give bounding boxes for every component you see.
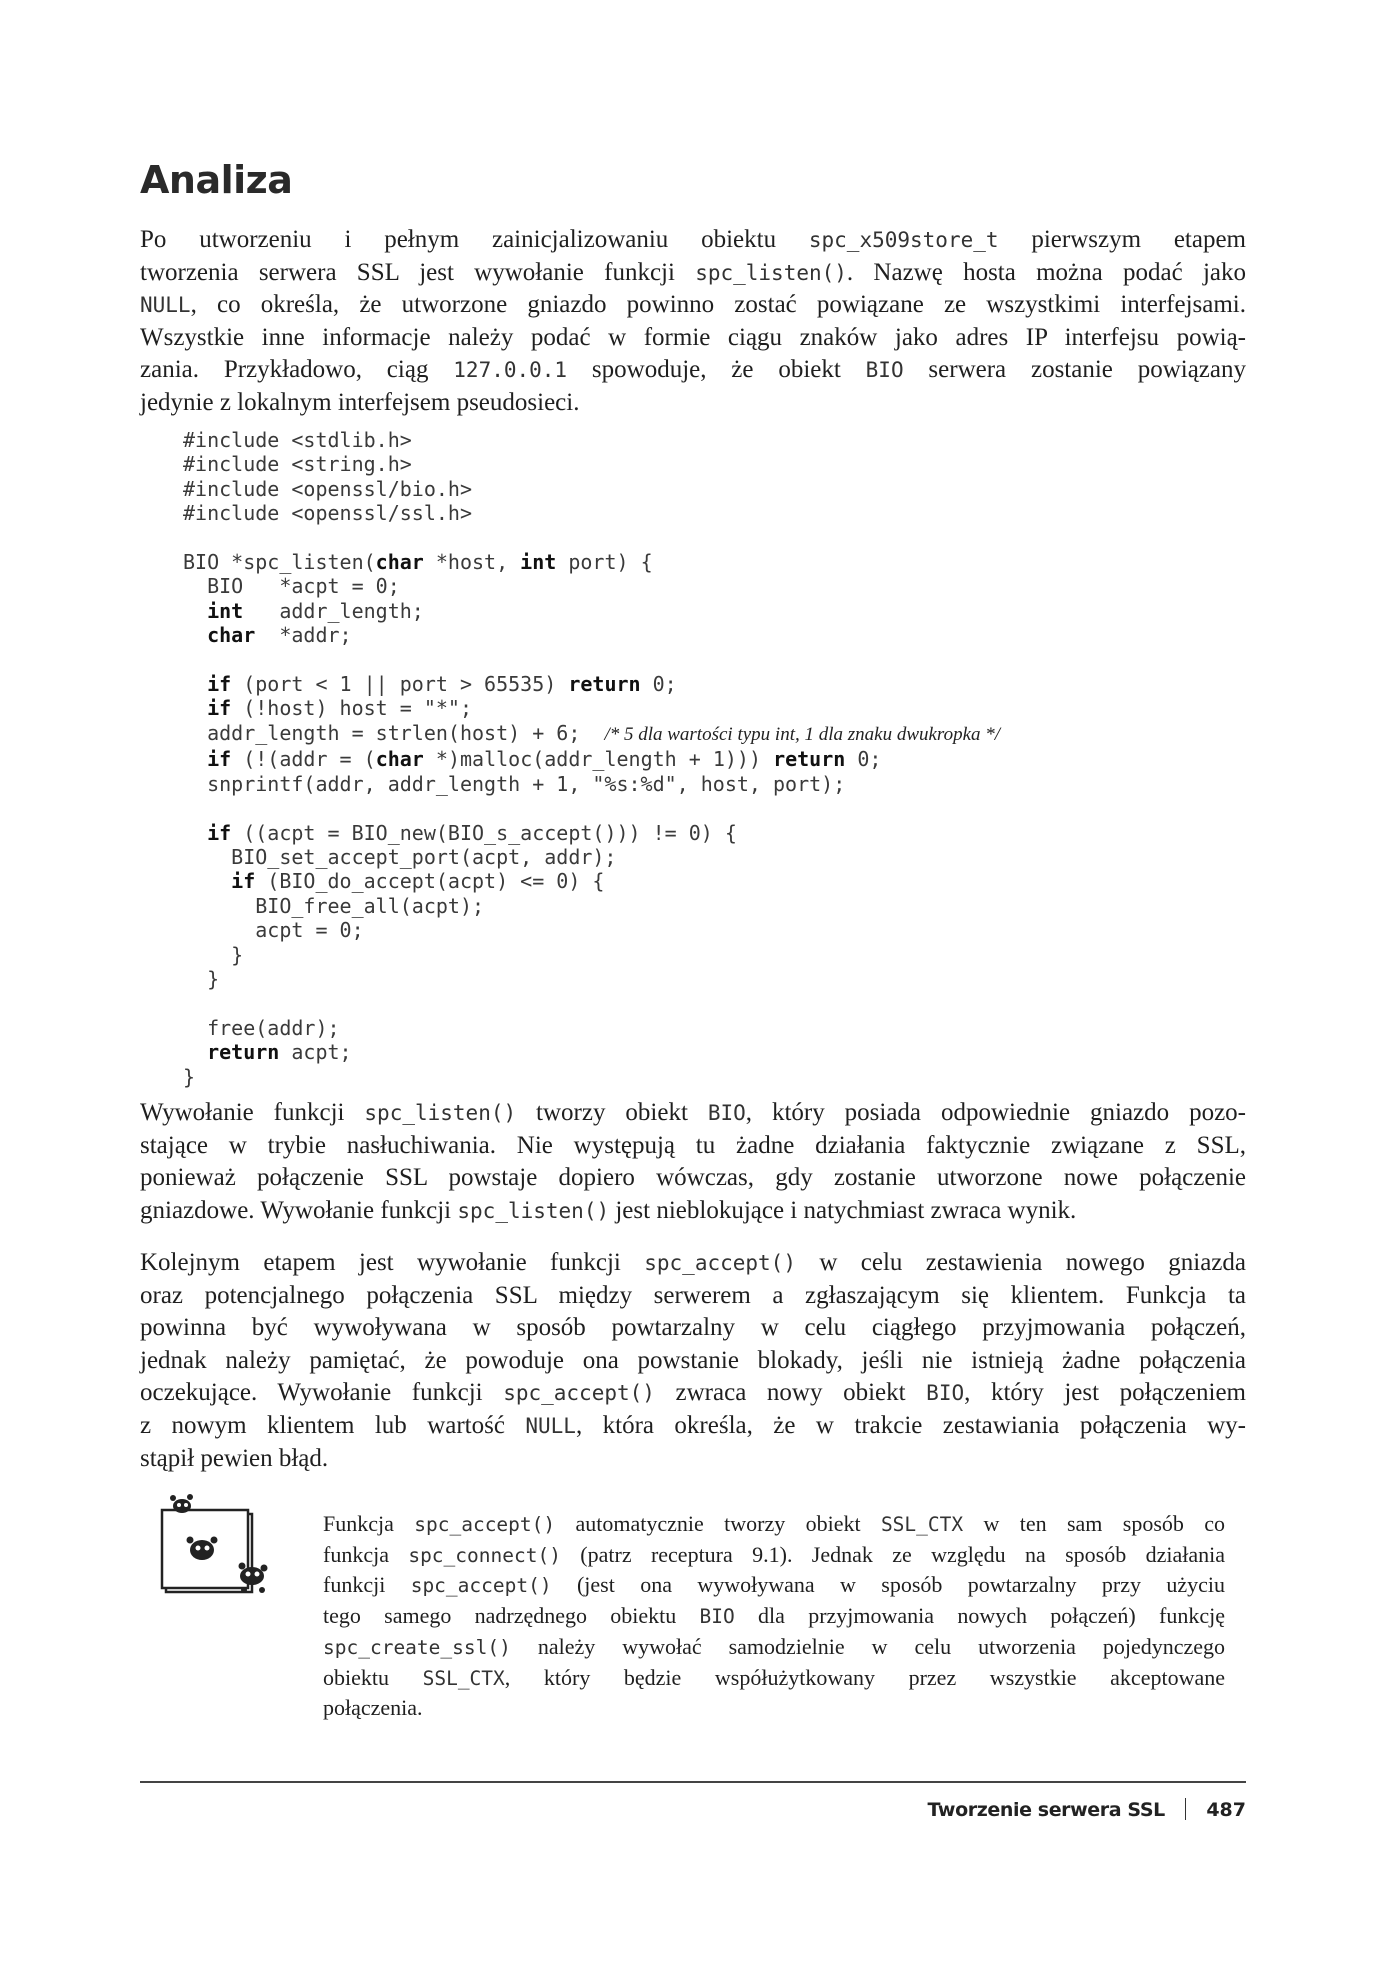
section-heading: Analiza [140,158,293,202]
inline-code: spc_x509store_t [808,228,999,252]
inline-code: BIO [926,1381,965,1406]
raccoon-tip-icon [160,1490,280,1610]
text-line: funkcja spc_connect() (patrz receptura 9.1). Jednak ze względu na sposób działania [323,1541,1225,1567]
inline-code: spc_listen() [695,260,847,285]
text-line: z nowym klientem lub wartość NULL, która określa, że w trakcie zestawiania połączenia wy- [140,1411,1246,1439]
inline-code: spc_accept() [644,1251,796,1275]
text-line: NULL, co określa, że utworzone gniazdo powinno zostać powiązane ze wszystkimi interfejsami. [140,291,1246,319]
text-line: Wywołanie funkcji spc_listen() tworzy obiekt BIO, który posiada odpowiednie gniazdo pozo- [140,1099,1246,1126]
inline-code: BIO [707,1101,746,1125]
inline-code: BIO [699,1605,735,1629]
text-line: gniazdowe. Wywołanie funkcji spc_listen() jest nieblokujące i natychmiast zwraca wynik. [140,1196,1077,1224]
text-line: tworzenia serwera SSL jest wywołanie funkcji spc_listen(). Nazwę hosta można podać jako [140,258,1246,286]
code-comment: /* 5 dla wartości typu int, 1 dla znaku dwukropka */ [604,723,1001,745]
page-footer [927,1798,1246,1821]
running-title: Tworzenie serwera SSL [927,1799,1165,1821]
inline-code: BIO [865,358,904,383]
footer-rule [140,1781,1246,1783]
inline-code: spc_connect() [408,1543,561,1567]
inline-code: SSL_CTX [422,1666,505,1690]
paragraph-accept [140,1247,1246,1475]
text-line: Kolejnym etapem jest wywołanie funkcji spc_accept() w celu zestawienia nowego gniazda [140,1249,1246,1276]
page-number: 487 [1206,1799,1246,1821]
inline-code: 127.0.0.1 [453,358,568,383]
text-line: Funkcja spc_accept() automatycznie tworzy obiekt SSL_CTX w ten sam sposób co [323,1511,1226,1536]
text-line: powinna być wywoływana w sposób powtarzalny w celu ciągłego przyjmowania połączeń, [140,1314,1246,1342]
paragraph-intro [140,224,1246,420]
text-line: jednak należy pamiętać, że powoduje ona powstanie blokady, jeśli nie istnieją żadne połączenia [140,1346,1246,1374]
inline-code: NULL [140,293,191,318]
text-line: funkcji spc_accept() (jest ona wywoływana w sposób powtarzalny przy użyciu [323,1572,1226,1598]
text-line: Wszystkie inne informacje należy podać w formie ciągu znaków jako adres IP interfejsu powią- [140,323,1246,351]
text-line: połączenia. [323,1695,423,1721]
paragraph-listen [140,1097,1246,1227]
inline-code: spc_listen() [457,1198,610,1223]
text-line: ponieważ połączenie SSL powstaje dopiero wówczas, gdy zostanie utworzone nowe połączenie [140,1164,1246,1192]
inline-code: spc_accept() [414,1513,556,1536]
text-line: spc_create_ssl() należy wywołać samodzielnie w celu utworzenia pojedynczego [323,1633,1225,1659]
text-line: zania. Przykładowo, ciąg 127.0.0.1 spowoduje, że obiekt BIO serwera zostanie powiązany [140,356,1246,384]
text-line: Po utworzeniu i pełnym zainicjalizowaniu obiektu spc_x509store_t pierwszym etapem [140,226,1246,253]
inline-code: spc_accept() [503,1381,655,1406]
text-line: jedynie z lokalnym interfejsem pseudosieci. [140,388,580,416]
text-line: oczekujące. Wywołanie funkcji spc_accept() zwraca nowy obiekt BIO, który jest połączeniem [140,1379,1246,1407]
inline-code: SSL_CTX [880,1513,964,1536]
inline-code: NULL [525,1413,576,1438]
inline-code: spc_create_ssl() [323,1635,511,1659]
inline-code: spc_accept() [410,1574,552,1598]
inline-code: spc_listen() [364,1101,517,1125]
text-line: oraz potencjalnego połączenia SSL między serwerem a zgłaszającym się klientem. Funkcja ta [140,1281,1246,1309]
code-listing: #include <stdlib.h> #include <string.h> #include <openssl/bio.h> #include <openssl/ssl.h> BIO *spc_listen(char *host, int port) { BIO *acpt = 0; int addr_length; char *addr; if (port < 1 || port > 65535) return 0; if (!host) host = "*"; addr_length = strlen(host) + 6; /* 5 dla wartości typu int, 1 dla znaku dwukropka */ if (!(addr = (char *)malloc(addr_length + 1))) return 0; snprintf(addr, addr_length + 1, "%s:%d", host, port); if ((acpt = BIO_new(BIO_s_accept())) != 0) { BIO_set_accept_port(acpt, addr); if (BIO_do_accept(acpt) <= 0) { BIO_free_all(acpt); acpt = 0; } } free(addr); return acpt; } [183,428,1001,1089]
text-line: obiektu SSL_CTX, który będzie współużytkowany przez wszystkie akceptowane [323,1664,1225,1690]
text-line: stające w trybie nasłuchiwania. Nie występują tu żadne działania faktycznie związane z SSL, [140,1131,1246,1159]
text-line: tego samego nadrzędnego obiektu BIO dla przyjmowania nowych połączeń) funkcję [323,1603,1225,1629]
text-line: stąpił pewien błąd. [140,1444,329,1472]
footer-separator [1185,1798,1187,1820]
tip-note [323,1509,1225,1723]
